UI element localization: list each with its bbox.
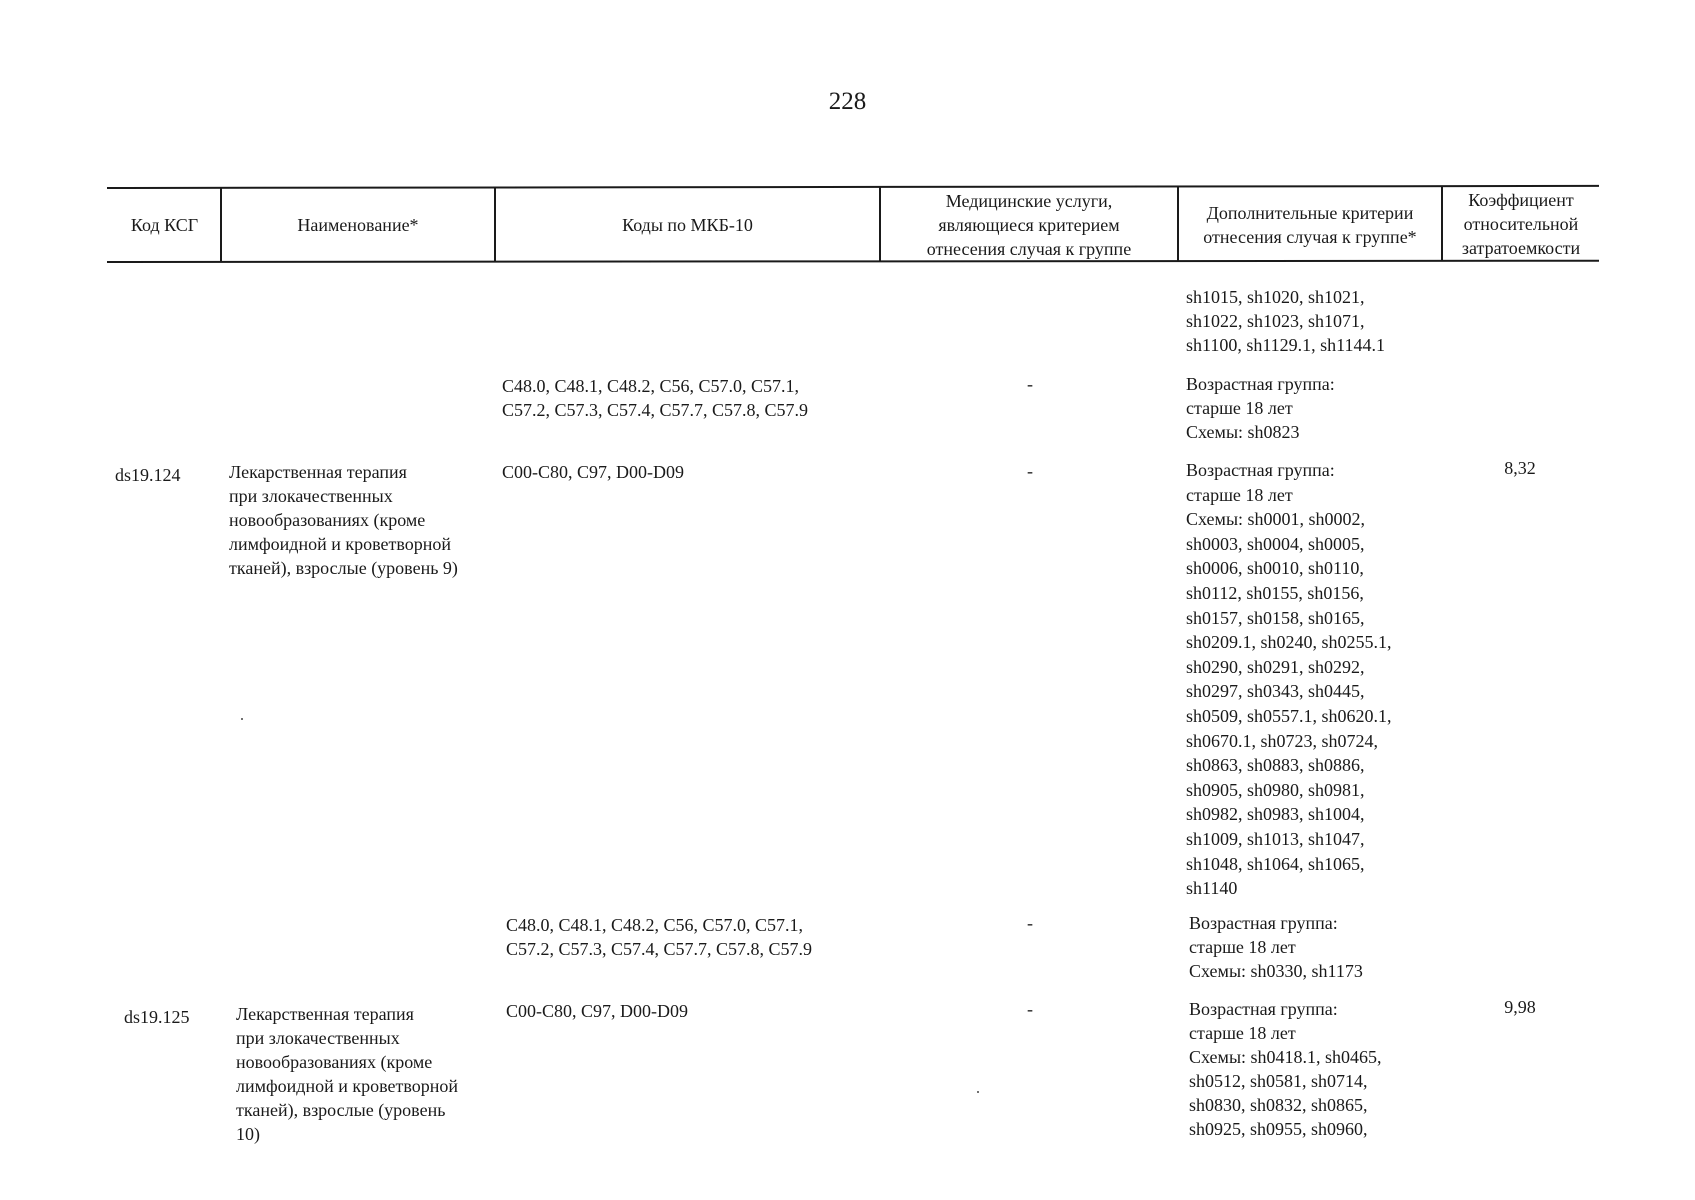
header-icd-text: Коды по МКБ-10 bbox=[622, 215, 753, 235]
criteria-line: Возрастная группа: bbox=[1186, 460, 1335, 480]
header-criteria-line: отнесения случая к группе* bbox=[1203, 226, 1417, 247]
row-124-services bbox=[1020, 459, 1040, 483]
name-line: лимфоидной и кроветворной bbox=[236, 1076, 458, 1096]
row-125-name bbox=[236, 1002, 458, 1146]
criteria-line: Возрастная группа: bbox=[1186, 374, 1335, 394]
criteria-line: sh0006, sh0010, sh0110, bbox=[1186, 558, 1364, 579]
criteria-line: sh0905, sh0980, sh0981, bbox=[1186, 779, 1365, 800]
criteria-line: sh0863, sh0883, sh0886, bbox=[1186, 755, 1365, 776]
header-coef-line: Коэффициент bbox=[1468, 190, 1574, 210]
header-services-line: отнесения случая к группе bbox=[926, 238, 1132, 259]
page-number: 228 bbox=[828, 88, 867, 115]
coef-value: 8,32 bbox=[1504, 458, 1536, 478]
header-name-text: Наименование* bbox=[297, 215, 419, 235]
row-125-criteria bbox=[1189, 997, 1382, 1141]
criteria-line: sh0925, sh0955, sh0960, bbox=[1189, 1119, 1368, 1139]
row-124-code bbox=[115, 463, 181, 487]
header-services bbox=[881, 188, 1177, 261]
criteria-line: старше 18 лет bbox=[1189, 937, 1296, 957]
row-125-services bbox=[1020, 997, 1040, 1021]
criteria-line: Возрастная группа: bbox=[1189, 999, 1338, 1019]
services-dash: - bbox=[1027, 999, 1033, 1019]
icd-codes: C00-C80, C97, D00-D09 bbox=[502, 462, 685, 482]
criteria-line: Схемы: sh0001, sh0002, bbox=[1186, 509, 1366, 530]
criteria-line: sh0509, sh0557.1, sh0620.1, bbox=[1186, 705, 1392, 726]
header-icd bbox=[496, 189, 879, 261]
name-line: 10) bbox=[236, 1124, 260, 1144]
ksg-code: ds19.124 bbox=[115, 465, 181, 485]
name-line: новообразованиях (кроме bbox=[229, 510, 426, 530]
criteria-line: sh0112, sh0155, sh0156, bbox=[1186, 582, 1364, 603]
criteria-line: sh0157, sh0158, sh0165, bbox=[1186, 607, 1365, 628]
name-line: новообразованиях (кроме bbox=[236, 1052, 433, 1072]
name-line: тканей), взрослые (уровень bbox=[236, 1100, 446, 1120]
criteria-line: sh0003, sh0004, sh0005, bbox=[1186, 533, 1365, 554]
row-125-coef bbox=[1480, 995, 1560, 1019]
criteria-line: Схемы: sh0823 bbox=[1186, 422, 1300, 442]
criteria-line: sh1009, sh1013, sh1047, bbox=[1186, 828, 1365, 849]
scan-speck bbox=[977, 1091, 979, 1093]
header-coef-line: затратоемкости bbox=[1461, 238, 1581, 258]
criteria-line: старше 18 лет bbox=[1186, 398, 1293, 418]
icd-line: C57.2, C57.3, C57.4, C57.7, C57.8, C57.9 bbox=[506, 939, 813, 959]
header-code bbox=[109, 189, 220, 261]
criteria-line: sh0209.1, sh0240, sh0255.1, bbox=[1186, 632, 1392, 653]
name-line: при злокачественных bbox=[229, 486, 393, 506]
criteria-line: старше 18 лет bbox=[1186, 484, 1293, 505]
row-124-coef bbox=[1480, 456, 1560, 480]
sub-row-1-services bbox=[1020, 372, 1040, 396]
services-dash: - bbox=[1027, 461, 1033, 481]
sub-row-2-services bbox=[1020, 911, 1040, 935]
criteria-line: sh0512, sh0581, sh0714, bbox=[1189, 1071, 1368, 1091]
criteria-line: sh1022, sh1023, sh1071, bbox=[1186, 311, 1365, 331]
name-line: Лекарственная терапия bbox=[236, 1004, 414, 1024]
name-line: тканей), взрослые (уровень 9) bbox=[229, 558, 458, 578]
criteria-line: Возрастная группа: bbox=[1189, 913, 1338, 933]
name-line: Лекарственная терапия bbox=[229, 462, 407, 482]
icd-line: C48.0, C48.1, C48.2, C56, C57.0, C57.1, bbox=[506, 915, 804, 935]
icd-codes: C00-C80, C97, D00-D09 bbox=[506, 1001, 689, 1021]
header-name bbox=[222, 189, 494, 261]
row-125-icd bbox=[506, 999, 688, 1023]
continuation-criteria bbox=[1186, 285, 1385, 357]
icd-line: C48.0, C48.1, C48.2, C56, C57.0, C57.1, bbox=[502, 376, 800, 396]
criteria-line: sh0830, sh0832, sh0865, bbox=[1189, 1095, 1368, 1115]
row-124-icd bbox=[502, 460, 684, 484]
scan-speck bbox=[241, 718, 243, 720]
icd-line: C57.2, C57.3, C57.4, C57.7, C57.8, C57.9 bbox=[502, 400, 809, 420]
criteria-line: старше 18 лет bbox=[1189, 1023, 1296, 1043]
header-code-text: Код КСГ bbox=[130, 215, 199, 235]
sub-row-2-criteria bbox=[1189, 911, 1363, 983]
header-coef-line: относительной bbox=[1463, 214, 1579, 234]
header-services-line: Медицинские услуги, bbox=[945, 190, 1113, 211]
services-dash: - bbox=[1027, 913, 1033, 933]
criteria-line: Схемы: sh0418.1, sh0465, bbox=[1189, 1047, 1382, 1067]
criteria-line: sh1048, sh1064, sh1065, bbox=[1186, 853, 1365, 874]
sub-row-2-icd bbox=[506, 913, 812, 961]
ksg-code: ds19.125 bbox=[124, 1007, 190, 1027]
sub-row-1-criteria bbox=[1186, 372, 1335, 444]
name-line: при злокачественных bbox=[236, 1028, 400, 1048]
header-criteria-line: Дополнительные критерии bbox=[1206, 202, 1414, 223]
row-125-code bbox=[124, 1005, 190, 1029]
coef-value: 9,98 bbox=[1504, 997, 1536, 1017]
header-services-line: являющиеся критерием bbox=[938, 214, 1120, 235]
criteria-line: sh1140 bbox=[1186, 878, 1238, 899]
criteria-line: sh0670.1, sh0723, sh0724, bbox=[1186, 730, 1379, 751]
services-dash: - bbox=[1027, 374, 1033, 394]
sub-row-1-icd bbox=[502, 374, 808, 422]
header-criteria bbox=[1179, 188, 1441, 261]
criteria-line: Схемы: sh0330, sh1173 bbox=[1189, 961, 1363, 981]
criteria-line: sh0982, sh0983, sh1004, bbox=[1186, 804, 1365, 825]
header-coef bbox=[1443, 187, 1599, 261]
criteria-line: sh1100, sh1129.1, sh1144.1 bbox=[1186, 335, 1386, 355]
criteria-line: sh0290, sh0291, sh0292, bbox=[1186, 656, 1365, 677]
row-124-criteria bbox=[1186, 458, 1392, 901]
criteria-line: sh1015, sh1020, sh1021, bbox=[1186, 287, 1365, 307]
name-line: лимфоидной и кроветворной bbox=[229, 534, 451, 554]
row-124-name bbox=[229, 460, 458, 580]
criteria-line: sh0297, sh0343, sh0445, bbox=[1186, 681, 1365, 702]
